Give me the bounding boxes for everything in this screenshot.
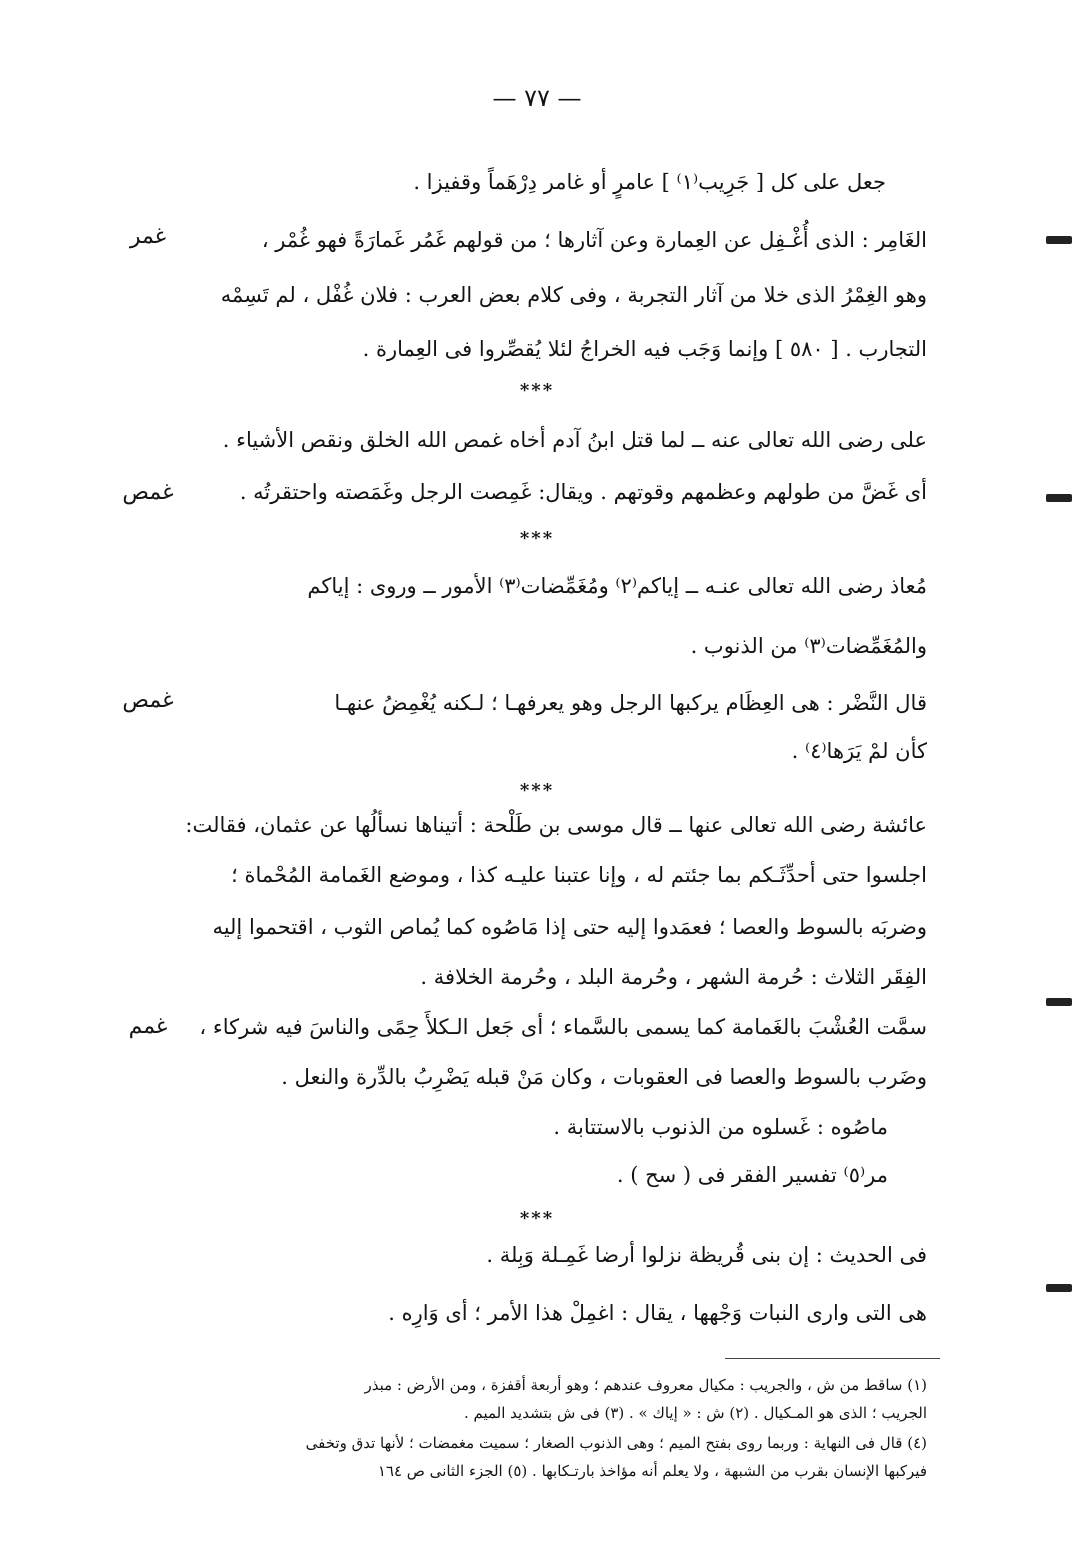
section-separator: *** [519,380,555,401]
margin-root-word: غمص [122,688,174,713]
footnote-divider [725,1358,940,1359]
text-line: الغَامِر : الذى أُغْـفِل عن العِمارة وعن آثارها ؛ من قولهم غَمُر غَمارَةً فهو غُمْر ، [261,228,927,252]
text-line: فى الحديث : إن بنى قُريظة نزلوا أرضا غَمِـلة وَبِلة . [486,1243,927,1267]
margin-root-word: غمر [129,224,167,249]
section-separator: *** [519,528,555,549]
page-edge-mark [1046,998,1072,1006]
text-line: وهو الغِمْرُ الذى خلا من آثار التجربة ، وفى كلام بعض العرب : فلان غُفْل ، لم تَسِمْه [220,283,927,307]
text-line: مر⁽٥⁾ تفسير الفقر فى ( سح ) . [616,1163,888,1187]
text-line: هى التى وارى النبات وَجْهها ، يقال : اغمِلْ هذا الأمر ؛ أى وَارِه . [388,1301,927,1325]
text-line: جعل على كل [ جَرِيب⁽١⁾ ] عامرٍ أو غامر دِرْهَماً وقفيزا . [413,170,886,194]
page-number: — ٧٧ — [492,84,582,112]
text-line: مُعاذ رضى الله تعالى عنـه ــ إياكم⁽٢⁾ ومُغَمِّضات⁽٣⁾ الأمور ــ وروى : إياكم [307,574,927,598]
text-line: وضَرب بالسوط والعصا فى العقوبات ، وكان مَنْ قبله يَضْرِبُ بالدِّرة والنعل . [281,1065,927,1089]
text-line: اجلسوا حتى أحدِّثَـكم بما جئتم له ، وإنا عتبنا عليـه كذا ، وموضع الغَمامة المُحْماة ؛ [231,863,927,887]
text-line: عائشة رضى الله تعالى عنها ــ قال موسى بن طَلْحة : أتيناها نسألُها عن عثمان، فقالت: [185,813,927,837]
page-edge-mark [1046,236,1072,244]
text-line: والمُغَمِّضات⁽٣⁾ من الذنوب . [690,634,927,658]
section-separator: *** [519,1208,555,1229]
footnote-line: فيركبها الإنسان بقرب من الشبهة ، ولا يعلم أنه مؤاخذ بارتـكابها . (٥) الجزء الثانى ص ١٦٤ [377,1462,927,1480]
text-line: سمَّت العُشْبَ بالغَمامة كما يسمى بالسَّماء ؛ أى جَعل الـكلأَ حِمًى والناسَ فيه شركاء ، [199,1015,927,1039]
text-line: أى غَضَّ من طولهم وعظمهم وقوتهم . ويقال: غَمِصت الرجل وغَمَصته واحتقرتُه . [239,480,927,504]
text-line: كأن لمْ يَرَها⁽٤⁾ . [791,739,927,763]
margin-root-word: غمم [128,1014,168,1039]
footnote-line: (١) ساقط من ش ، والجريب : مكيال معروف عندهم ؛ وهو أربعة أقفزة ، ومن الأرض : مبذر [364,1376,927,1394]
footnote-line: (٤) قال فى النهاية : وربما روى بفتح الميم ؛ وهى الذنوب الصغار ؛ سميت مغمضات ؛ لأنها تدق وتخفى [305,1434,927,1452]
text-line: على رضى الله تعالى عنه ــ لما قتل ابنُ آدم أخاه غمص الله الخلق ونقص الأشياء . [222,428,927,452]
text-line: وضربَه بالسوط والعصا ؛ فعمَدوا إليه حتى إذا مَاصُوه كما يُماص الثوب ، اقتحموا إليه [212,915,927,939]
section-separator: *** [519,780,555,801]
text-line: الفِقَر الثلاث : حُرمة الشهر ، وحُرمة البلد ، وحُرمة الخلافة . [420,965,927,989]
page-edge-mark [1046,1284,1072,1292]
text-line: التجارب . [ ٥٨٠ ] وإنما وَجَب فيه الخراجُ لئلا يُقصِّروا فى العِمارة . [362,337,927,361]
page-edge-mark [1046,494,1072,502]
margin-root-word: غمص [122,480,174,505]
footnote-line: الجريب ؛ الذى هو المـكيال . (٢) ش : « إياك » . (٣) فى ش بتشديد الميم . [463,1404,927,1422]
text-line: قال النَّضْر : هى العِظَام يركبها الرجل وهو يعرفهـا ؛ لـكنه يُغْمِضُ عنهـا [334,691,927,715]
text-line: ماصُوه : غَسلوه من الذنوب بالاستتابة . [553,1115,888,1139]
